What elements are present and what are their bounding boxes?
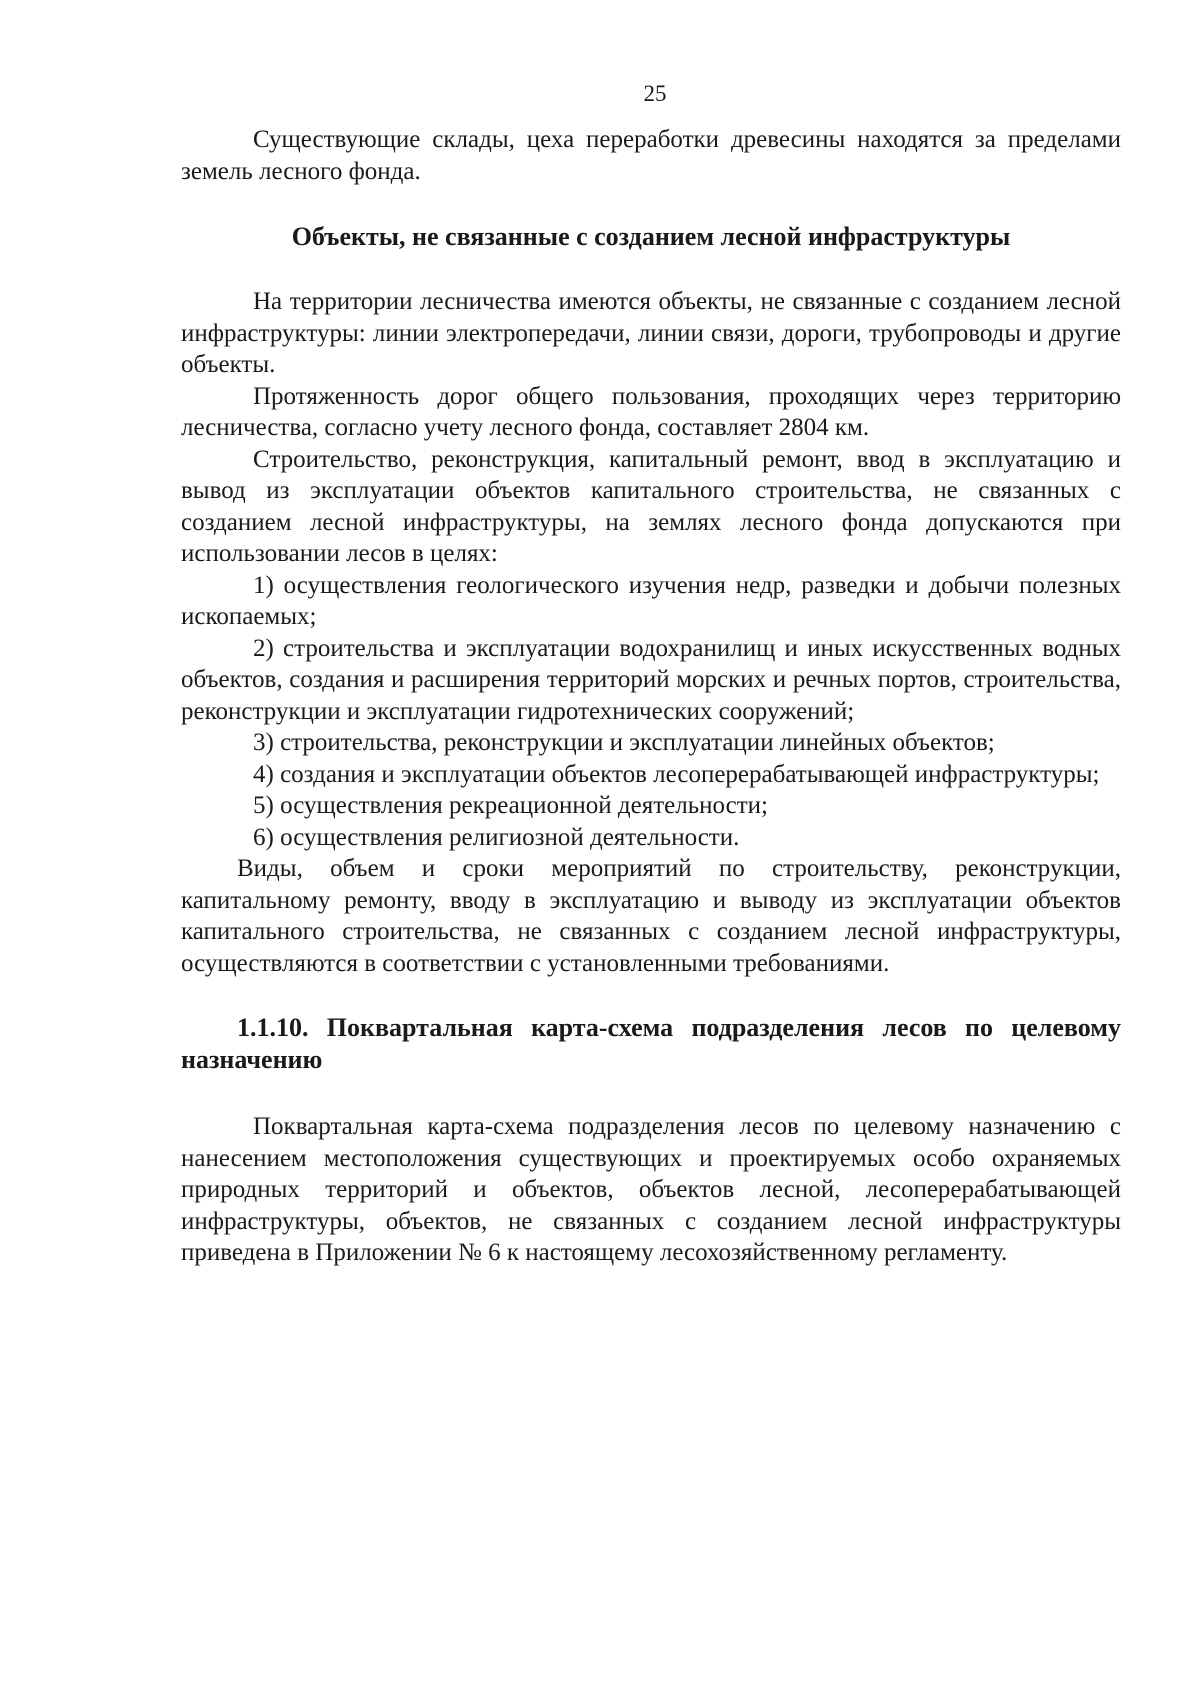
section-heading-non-forest-objects: Объекты, не связанные с созданием лесной инфраструктуры <box>291 222 1011 251</box>
list-item: 2) строительства и эксплуатации водохранилищ и иных искусственных водных объектов, создания и расширения территорий морских и речных портов, строительства, реконструкции и эксплуатации гидротехнических сооружений; <box>181 634 1121 725</box>
paragraph-map-scheme: Поквартальная карта-схема подразделения лесов по целевому назначению с нанесением местоположения существующих и проектируемых особо охраняемых природных территорий и объектов, объектов лесной, лесоперерабатывающей инфраструктуры, объектов, не связанных с созданием лесной инфраструктуры приведена в Приложении № 6 к настоящему лесохозяйственному регламенту. <box>181 1113 1121 1266</box>
paragraph-road-length: Протяженность дорог общего пользования, проходящих через территорию лесничества, согласно учету лесного фонда, составляет 2804 км. <box>181 382 1121 441</box>
list-item: 3) строительства, реконструкции и эксплуатации линейных объектов; <box>253 729 995 756</box>
list-item: 1) осуществления геологического изучения недр, разведки и добычи полезных ископаемых; <box>181 571 1121 630</box>
section-heading-map-scheme: 1.1.10. Поквартальная карта-схема подразделения лесов по целевому назначению <box>181 1013 1121 1074</box>
intro-paragraph: Существующие склады, цеха переработки древесины находятся за пределами земель лесного фонда. <box>181 126 1121 185</box>
paragraph-requirements: Виды, объем и сроки мероприятий по строительству, реконструкции, капитальному ремонту, вводу в эксплуатацию и выводу из эксплуатации объектов капитального строительства, не связанных с созданием лесной инфраструктуры, осуществляются в соответствии с установленными требованиями. <box>181 855 1121 977</box>
list-item: 4) создания и эксплуатации объектов лесоперерабатывающей инфраструктуры; <box>253 760 1100 788</box>
paragraph-construction-purposes: Строительство, реконструкция, капитальный ремонт, ввод в эксплуатацию и вывод из эксплуатации объектов капитального строительства, не связанных с созданием лесной инфраструктуры, на землях лесного фонда допускаются при использовании лесов в целях: <box>181 445 1121 567</box>
list-item: 5) осуществления рекреационной деятельности; <box>253 792 768 819</box>
page-number: 25 <box>643 81 667 106</box>
list-item: 6) осуществления религиозной деятельности. <box>253 823 740 851</box>
paragraph-objects-overview: На территории лесничества имеются объекты, не связанные с созданием лесной инфраструктуры: линии электропередачи, линии связи, дороги, трубопроводы и другие объекты. <box>181 288 1121 378</box>
page-content <box>181 124 1121 1269</box>
